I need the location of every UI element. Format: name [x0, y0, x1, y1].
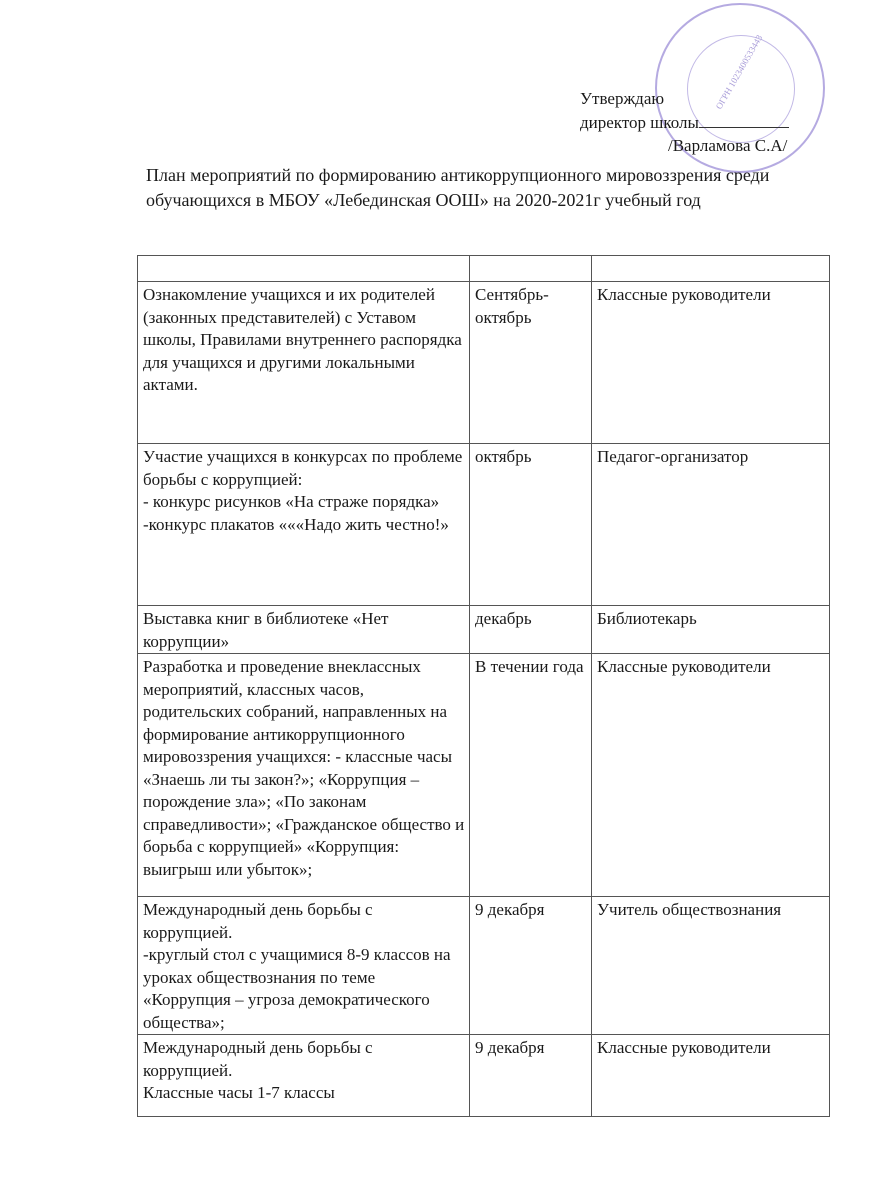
responsible-cell: Библиотекарь [592, 606, 830, 654]
responsible-cell: Классные руководители [592, 282, 830, 444]
activity-cell: Выставка книг в библиотеке «Нет коррупции» [138, 606, 470, 654]
date-cell: В течении года [470, 654, 592, 897]
date-cell: 9 декабря [470, 897, 592, 1035]
responsible-cell: Классные руководители [592, 654, 830, 897]
date-cell: 9 декабря [470, 1035, 592, 1117]
table-row [138, 606, 830, 654]
responsible-cell: Учитель обществознания [592, 897, 830, 1035]
table-row [138, 654, 830, 897]
header-cell [138, 256, 470, 282]
director-label [580, 111, 789, 134]
director-name: /Варламова С.А/ [668, 136, 788, 155]
table-row [138, 282, 830, 444]
header-cell [470, 256, 592, 282]
date-cell: октябрь [470, 444, 592, 606]
table-row [138, 1035, 830, 1117]
activity-cell: Участие учащихся в конкурсах по проблеме борьбы с коррупцией: - конкурс рисунков «На страже порядка» -конкурс плакатов «««Надо жить честно!» [138, 444, 470, 606]
table-row [138, 444, 830, 606]
header-cell [592, 256, 830, 282]
table-header-row [138, 256, 830, 282]
director-position: директор школы [580, 113, 699, 132]
approve-label: Утверждаю [580, 89, 665, 108]
table-row [138, 897, 830, 1035]
responsible-cell: Классные руководители [592, 1035, 830, 1117]
date-cell: декабрь [470, 606, 592, 654]
signature-line [699, 111, 789, 128]
activity-cell: Международный день борьбы с коррупцией. -круглый стол с учащимися 8-9 классов на уроках обществознания по теме «Коррупция – угроза демократического общества»; [138, 897, 470, 1035]
responsible-cell: Педагог-организатор [592, 444, 830, 606]
activity-cell: Международный день борьбы с коррупцией. Классные часы 1-7 классы [138, 1035, 470, 1117]
stamp-text: ОГРН 1023400533443 [713, 33, 765, 111]
activity-cell: Ознакомление учащихся и их родителей (законных представителей) с Уставом школы, Правилами внутреннего распорядка для учащихся и другими локальными актами. [138, 282, 470, 444]
activity-cell: Разработка и проведение внеклассных мероприятий, классных часов, родительских собраний, направленных на формирование антикоррупционного мировоззрения учащихся: - классные часы «Знаешь ли ты закон?»; «Коррупция – порождение зла»; «По законам справедливости»; «Гражданское общество и борьба с коррупцией» «Коррупция: выигрыш или убыток»; [138, 654, 470, 897]
activities-table [137, 255, 830, 1117]
document-title: План мероприятий по формированию антикоррупционного мировоззрения среди обучающихся в МБОУ «Лебединская ООШ» на 2020-2021г учебный год [146, 165, 770, 210]
date-cell: Сентябрь-октябрь [470, 282, 592, 444]
